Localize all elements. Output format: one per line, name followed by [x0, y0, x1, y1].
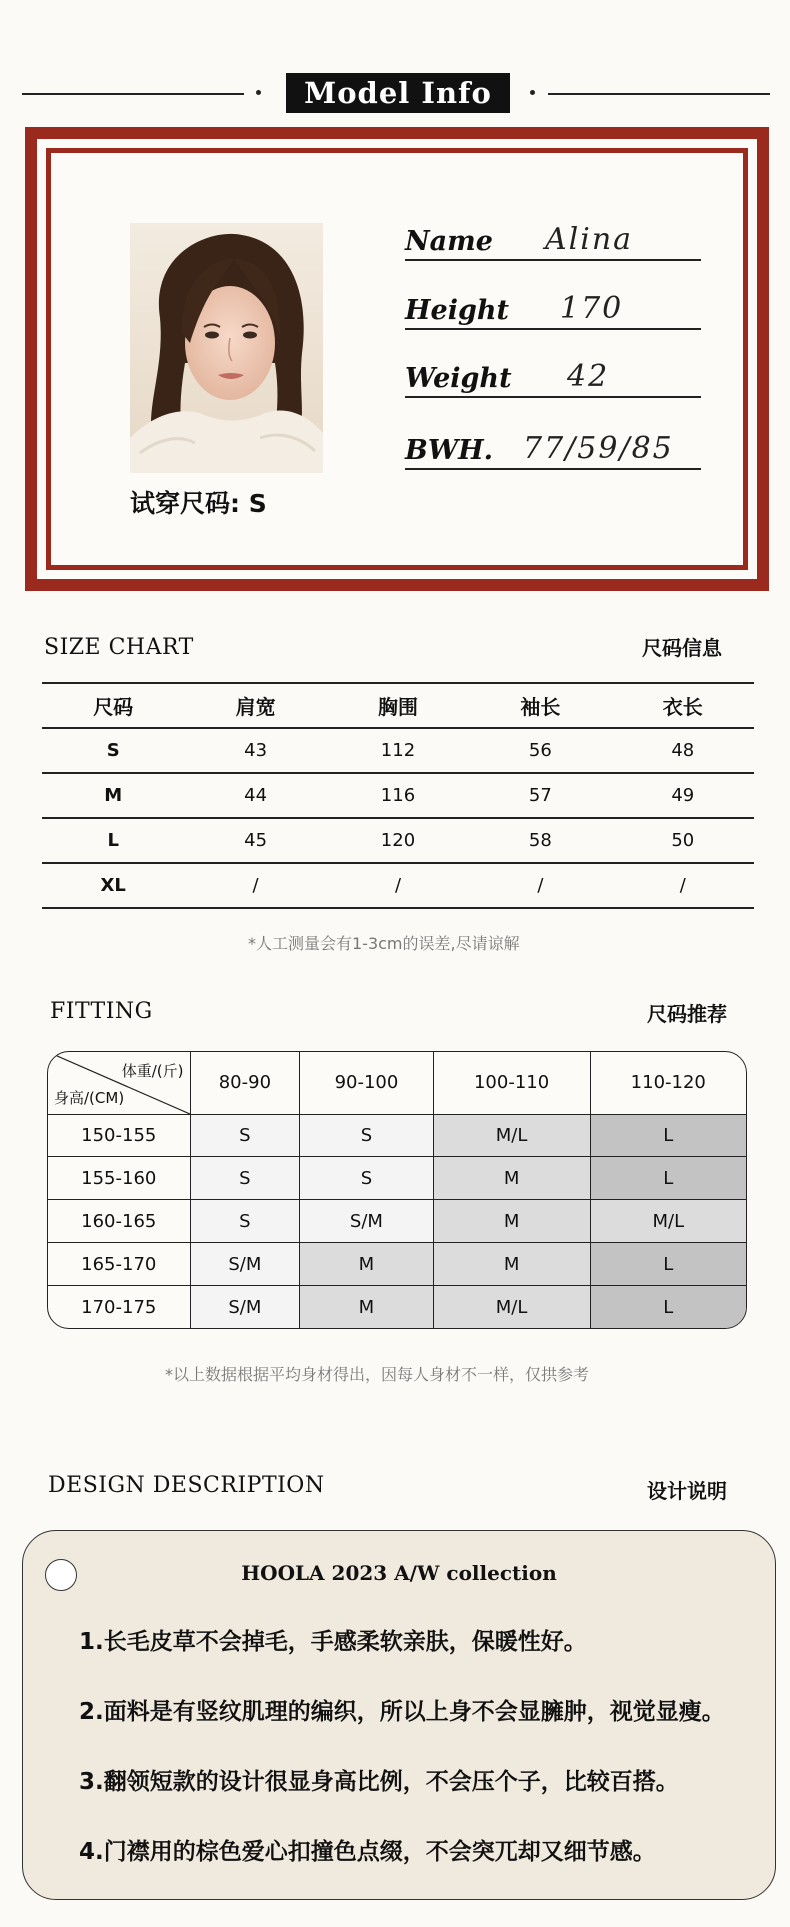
table-row: [42, 863, 754, 908]
size-chart-title-en: SIZE CHART: [44, 635, 194, 660]
fit-cell: M/L: [433, 1286, 590, 1328]
fitting-corner-cell: [48, 1052, 190, 1114]
height-cell: 160-165: [48, 1200, 190, 1243]
table-row: [42, 773, 754, 818]
size-cell: 44: [184, 773, 326, 818]
size-cell: 43: [184, 728, 326, 773]
weight-header: 80-90: [190, 1052, 300, 1114]
design-point-3: 3.翻领短款的设计很显身高比例，不会压个子，比较百搭。: [79, 1769, 679, 1795]
corner-height-label: 身高/(CM): [54, 1088, 125, 1107]
fit-cell: S/M: [190, 1286, 300, 1328]
design-point-2: 2.面料是有竖纹肌理的编织，所以上身不会显臃肿，视觉显瘦。: [79, 1699, 725, 1725]
page-title: Model Info: [286, 73, 510, 113]
info-value-bwh: 77/59/85: [523, 431, 674, 466]
fit-cell: M: [433, 1200, 590, 1243]
fit-cell: M: [433, 1157, 590, 1200]
fit-cell: L: [590, 1286, 746, 1328]
fit-cell: M/L: [433, 1114, 590, 1157]
fit-cell: M/L: [590, 1200, 746, 1243]
header-line-left: [22, 93, 244, 95]
height-cell: 155-160: [48, 1157, 190, 1200]
weight-header: 90-100: [300, 1052, 433, 1114]
info-label-bwh: BWH.: [405, 435, 494, 466]
size-cell: 57: [469, 773, 611, 818]
size-cell: 116: [327, 773, 469, 818]
fit-cell: M: [300, 1286, 433, 1328]
design-title-en: DESIGN DESCRIPTION: [48, 1473, 325, 1498]
header-line-right: [548, 93, 770, 95]
weight-header: 110-120: [590, 1052, 746, 1114]
collection-title: HOOLA 2023 A/W collection: [241, 1561, 557, 1585]
fitting-note: *以上数据根据平均身材得出，因每人身材不一样，仅拱参考: [165, 1365, 590, 1384]
table-row: [48, 1114, 746, 1157]
size-cell: XL: [42, 863, 184, 908]
size-cell: 49: [612, 773, 754, 818]
fit-cell: S/M: [190, 1243, 300, 1286]
size-chart-table: [42, 682, 754, 909]
fitting-header-row: [48, 1052, 746, 1114]
header-dot-right: [530, 90, 535, 95]
info-label-weight: Weight: [405, 363, 512, 394]
size-cell: 50: [612, 818, 754, 863]
table-row: [42, 818, 754, 863]
fit-cell: M: [300, 1243, 433, 1286]
fit-cell: L: [590, 1114, 746, 1157]
info-value-height: 170: [560, 291, 624, 326]
fit-cell: S/M: [300, 1200, 433, 1243]
design-title-cn: 设计说明: [647, 1479, 727, 1503]
fit-cell: S: [300, 1157, 433, 1200]
fitting-table: [48, 1052, 746, 1328]
header-dot-left: [256, 90, 261, 95]
table-row: [48, 1286, 746, 1328]
table-row: [48, 1157, 746, 1200]
corner-weight-label: 体重/(斤): [121, 1062, 184, 1080]
size-chart-title-cn: 尺码信息: [642, 636, 722, 660]
fit-cell: S: [190, 1200, 300, 1243]
size-cell: 112: [327, 728, 469, 773]
fitting-title-cn: 尺码推荐: [647, 1002, 727, 1026]
size-cell: 48: [612, 728, 754, 773]
design-point-4: 4.门襟用的棕色爱心扣撞色点缀，不会突兀却又细节感。: [79, 1839, 656, 1865]
size-header-size: 尺码: [42, 683, 184, 728]
fit-cell: S: [300, 1114, 433, 1157]
info-row-height: [405, 280, 701, 330]
weight-header: 100-110: [433, 1052, 590, 1114]
size-cell: /: [327, 863, 469, 908]
info-label-name: Name: [405, 226, 493, 257]
table-row: [48, 1243, 746, 1286]
size-cell: M: [42, 773, 184, 818]
size-header-chest: 胸围: [327, 683, 469, 728]
size-cell: 120: [327, 818, 469, 863]
table-row: [42, 728, 754, 773]
size-cell: S: [42, 728, 184, 773]
size-cell: 45: [184, 818, 326, 863]
info-value-weight: 42: [567, 359, 610, 394]
trial-size-label: 试穿尺码: S: [130, 489, 267, 518]
fit-cell: S: [190, 1157, 300, 1200]
size-cell: 58: [469, 818, 611, 863]
height-cell: 150-155: [48, 1114, 190, 1157]
fit-cell: L: [590, 1243, 746, 1286]
size-cell: L: [42, 818, 184, 863]
height-cell: 165-170: [48, 1243, 190, 1286]
fit-cell: M: [433, 1243, 590, 1286]
size-cell: 56: [469, 728, 611, 773]
fitting-table-wrap: [47, 1051, 747, 1329]
fit-cell: S: [190, 1114, 300, 1157]
fitting-title-en: FITTING: [50, 999, 153, 1024]
info-value-name: Alina: [545, 222, 634, 257]
info-label-height: Height: [405, 295, 509, 326]
info-row-bwh: [405, 420, 701, 470]
size-header-sleeve: 袖长: [469, 683, 611, 728]
size-cell: /: [469, 863, 611, 908]
size-cell: /: [612, 863, 754, 908]
size-header-length: 衣长: [612, 683, 754, 728]
fit-cell: L: [590, 1157, 746, 1200]
design-description-box: [22, 1530, 776, 1900]
design-point-1: 1.长毛皮草不会掉毛，手感柔软亲肤，保暖性好。: [79, 1629, 587, 1655]
model-photo: [130, 223, 323, 473]
table-row: [48, 1200, 746, 1243]
info-row-name: [405, 211, 701, 261]
size-chart-header-row: [42, 683, 754, 728]
info-row-weight: [405, 348, 701, 398]
size-header-shoulder: 肩宽: [184, 683, 326, 728]
size-cell: /: [184, 863, 326, 908]
height-cell: 170-175: [48, 1286, 190, 1328]
size-chart-note: *人工测量会有1-3cm的误差,尽请谅解: [248, 934, 520, 953]
